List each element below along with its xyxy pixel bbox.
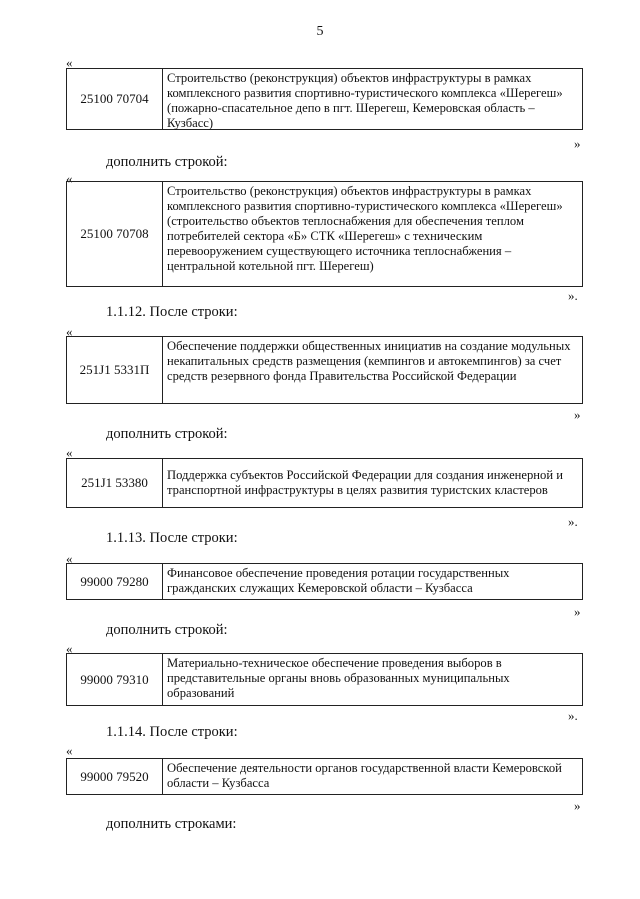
close-quote: » <box>574 136 581 151</box>
open-quote: « <box>66 445 73 460</box>
budget-code-cell: 99000 79310 <box>67 654 163 705</box>
budget-row-table <box>66 758 583 795</box>
budget-code-cell: 25100 70704 <box>67 69 163 129</box>
budget-description-cell: Обеспечение деятельности органов государственной власти Кемеровской области – Кузбасса <box>167 761 562 790</box>
instruction-add-row: дополнить строкой: <box>106 622 228 638</box>
budget-code-cell: 99000 79520 <box>67 759 163 794</box>
close-quote: » <box>574 604 581 619</box>
budget-row-table <box>66 181 583 287</box>
section-1-1-12: 1.1.12. После строки: <box>106 304 238 320</box>
section-1-1-13: 1.1.13. После строки: <box>106 530 238 546</box>
budget-description-cell: Строительство (реконструкция) объектов инфраструктуры в рамках комплексного развития спортивно-туристического комплекса «Шерегеш» (пожарно-спасательное депо в пгт. Шерегеш, Кемеровская область – Кузбасс) <box>167 71 563 130</box>
instruction-add-row: дополнить строкой: <box>106 154 228 170</box>
budget-row-table <box>66 458 583 508</box>
budget-description-cell: Строительство (реконструкция) объектов инфраструктуры в рамках комплексного развития спортивно-туристического комплекса «Шерегеш» (строительство объектов теплоснабжения для обеспечения теплом потребителей сектора «Б» СТК «Шерегеш» с техническим перевооружением существующего источника теплоснабжения – центральной котельной пгт. Шерегеш) <box>167 184 563 273</box>
budget-code-cell: 251J1 53380 <box>67 459 163 507</box>
instruction-add-row: дополнить строкой: <box>106 426 228 442</box>
open-quote: « <box>66 324 73 339</box>
open-quote: « <box>66 641 73 656</box>
budget-description-cell: Материально-техническое обеспечение проведения выборов в представительные органы вновь образованных муниципальных образований <box>167 656 510 700</box>
close-quote-dot: ». <box>568 708 578 723</box>
budget-code-cell: 25100 70708 <box>67 182 163 286</box>
open-quote: « <box>66 551 73 566</box>
close-quote-dot: ». <box>568 288 578 303</box>
open-quote: « <box>66 55 73 70</box>
budget-description-cell <box>163 459 582 507</box>
page-number: 5 <box>316 24 324 39</box>
budget-code-cell: 251J1 5331П <box>67 337 163 403</box>
budget-description-text: Поддержка субъектов Российской Федерации для создания инженерной и транспортной инфраструктуры в целях развития туристских кластеров <box>167 468 563 497</box>
section-1-1-14: 1.1.14. После строки: <box>106 724 238 740</box>
close-quote: » <box>574 798 581 813</box>
budget-description-cell: Обеспечение поддержки общественных инициатив на создание модульных некапитальных средств размещения (кемпингов и автокемпингов) за счет средств резервного фонда Правительства Российской Федерации <box>167 339 571 383</box>
budget-row-table <box>66 653 583 706</box>
budget-description-cell: Финансовое обеспечение проведения ротации государственных гражданских служащих Кемеровской области – Кузбасса <box>167 566 510 595</box>
close-quote-dot: ». <box>568 514 578 529</box>
budget-row-table <box>66 563 583 600</box>
instruction-add-rows: дополнить строками: <box>106 816 237 832</box>
open-quote: « <box>66 171 73 186</box>
open-quote: « <box>66 743 73 758</box>
budget-row-table <box>66 336 583 404</box>
close-quote: » <box>574 407 581 422</box>
budget-row-table <box>66 68 583 130</box>
budget-code-cell: 99000 79280 <box>67 564 163 599</box>
